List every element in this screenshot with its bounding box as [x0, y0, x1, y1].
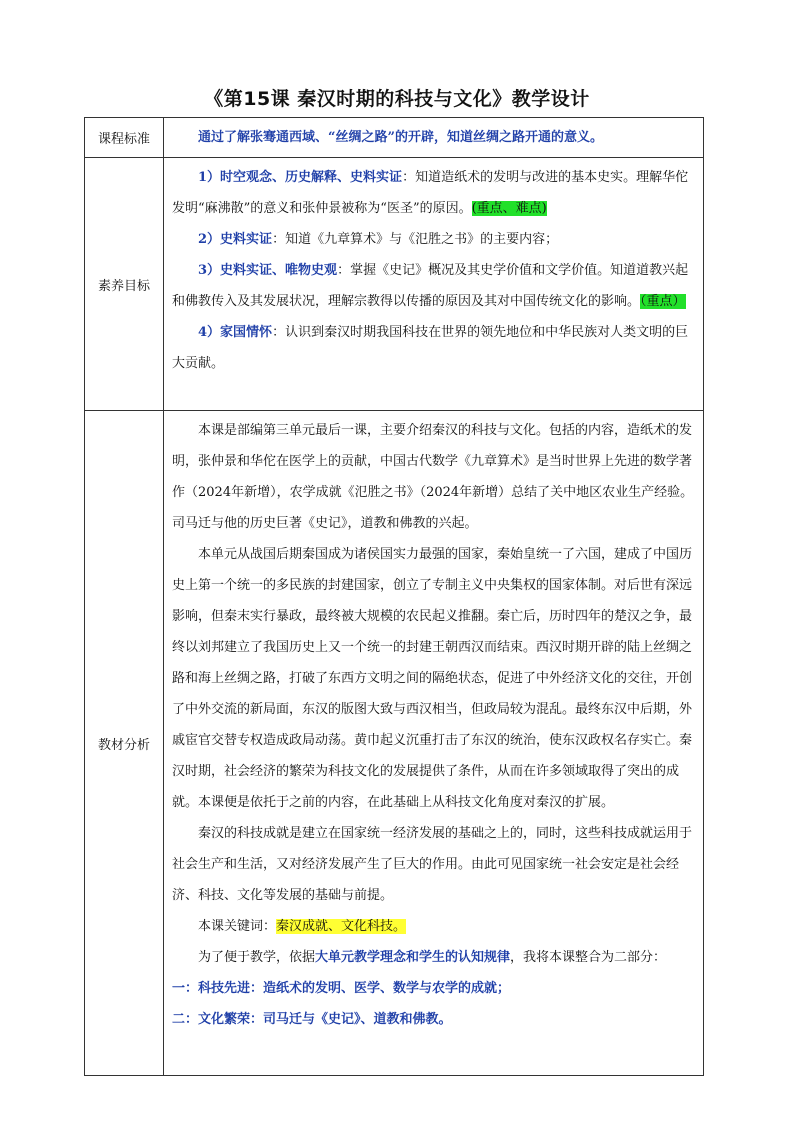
- goal-3-text: ：掌握《史记》概况及其史学价值和文学价值。知道道教兴起和佛教传入及其发展状况，理解宗教得以传播的原因及其对中国传统文化的影响。: [172, 263, 689, 309]
- goal-4-keywords: 家国情怀: [220, 325, 273, 340]
- standard-text: 通过了解张骞通西域、“丝绸之路”的开辟，知道丝绸之路开通的意义。: [198, 130, 603, 145]
- goal-2-number: 2）: [198, 232, 221, 247]
- goal-1-tag: (重点、难点): [471, 201, 547, 216]
- row-label-goals: 素养目标: [85, 158, 164, 411]
- integration-keywords: 大单元教学理念和学生的认知规律: [315, 950, 511, 965]
- goals-cell: [164, 158, 704, 411]
- analysis-cell: [164, 411, 704, 1076]
- goal-4-text: ：认识到秦汉时期我国科技在世界的领先地位和中华民族对人类文明的巨大贡献。: [172, 325, 689, 371]
- analysis-paragraph-1: 本课是部编第三单元最后一课，主要介绍秦汉的科技与文化。包括的内容，造纸术的发明，张仲景和华佗在医学上的贡献，中国古代数学《九章算术》是当时世界上先进的数学著作（2024年新增），农学成就《氾胜之书》（2024年新增）总结了关中地区农业生产经验。司马迁与他的历史巨著《史记》，道教和佛教的兴起。: [172, 423, 694, 531]
- row-label-standard: 课程标准: [85, 118, 164, 158]
- goal-item-3: [172, 255, 697, 317]
- analysis-part-1: 一：科技先进：造纸术的发明、医学、数学与农学的成就；: [172, 981, 511, 996]
- goal-2-keywords: 史料实证: [220, 232, 273, 247]
- keywords-prefix: 本课关键词：: [198, 919, 277, 934]
- goal-1-number: 1）: [198, 170, 221, 185]
- goal-4-number: 4）: [198, 325, 221, 340]
- integration-suffix: ，我将本课整合为二部分：: [510, 950, 667, 965]
- goal-1-text: ：知道造纸术的发明与改进的基本史实。理解华佗发明“麻沸散”的意义和张仲景被称为“医圣”的原因。: [172, 170, 689, 216]
- goal-3-tag: （重点）: [640, 294, 686, 309]
- table-row-goals: [85, 158, 704, 411]
- standard-cell: [164, 118, 704, 158]
- goal-item-4: [172, 317, 697, 379]
- goal-1-keywords: 时空观念、历史解释、史料实证: [220, 170, 403, 185]
- page-title: 《第15课 秦汉时期的科技与文化》教学设计: [204, 88, 590, 110]
- lesson-design-table: [84, 117, 704, 1076]
- goal-item-2: [172, 224, 697, 255]
- keywords-highlight: 秦汉成就、文化科技。: [276, 919, 407, 934]
- goal-3-keywords: 史料实证、唯物史观: [220, 263, 338, 278]
- table-row-analysis: [85, 411, 704, 1076]
- analysis-paragraph-2: 本单元从战国后期秦国成为诸侯国实力最强的国家，秦始皇统一了六国，建成了中国历史上第一个统一的多民族的封建国家，创立了专制主义中央集权的国家体制。对后世有深远影响，但秦末实行暴政，最终被大规模的农民起义推翻。秦亡后，历时四年的楚汉之争，最终以刘邦建立了我国历史上又一个统一的封建王朝西汉而结束。西汉时期开辟的陆上丝绸之路和海上丝绸之路，打破了东西方文明之间的隔绝状态，促进了中外经济文化的交往，开创了中外交流的新局面，东汉的版图大致与西汉相当，但政局较为混乱。最终东汉中后期，外戚宦官交替专权造成政局动荡。黄巾起义沉重打击了东汉的统治，使东汉政权名存实亡。秦汉时期，社会经济的繁荣为科技文化的发展提供了条件，从而在许多领域取得了突出的成就。本课便是依托于之前的内容，在此基础上从科技文化角度对秦汉的扩展。: [172, 547, 693, 810]
- analysis-paragraph-3: 秦汉的科技成就是建立在国家统一经济发展的基础之上的，同时，这些科技成就运用于社会生产和生活，又对经济发展产生了巨大的作用。由此可见国家统一社会安定是社会经济、科技、文化等发展的基础与前提。: [172, 826, 693, 903]
- goal-2-text: ：知道《九章算术》与《氾胜之书》的主要内容；: [272, 232, 559, 247]
- integration-prefix: 为了便于教学，依据: [198, 950, 316, 965]
- row-label-analysis: 教材分析: [85, 411, 164, 1076]
- goal-3-number: 3）: [198, 263, 221, 278]
- analysis-part-2: 二：文化繁荣：司马迁与《史记》、道教和佛教。: [172, 1012, 452, 1027]
- analysis-keywords-line: [172, 911, 697, 942]
- table-row-standard: [85, 118, 704, 158]
- analysis-integration-line: [172, 942, 697, 973]
- goal-item-1: [172, 162, 697, 224]
